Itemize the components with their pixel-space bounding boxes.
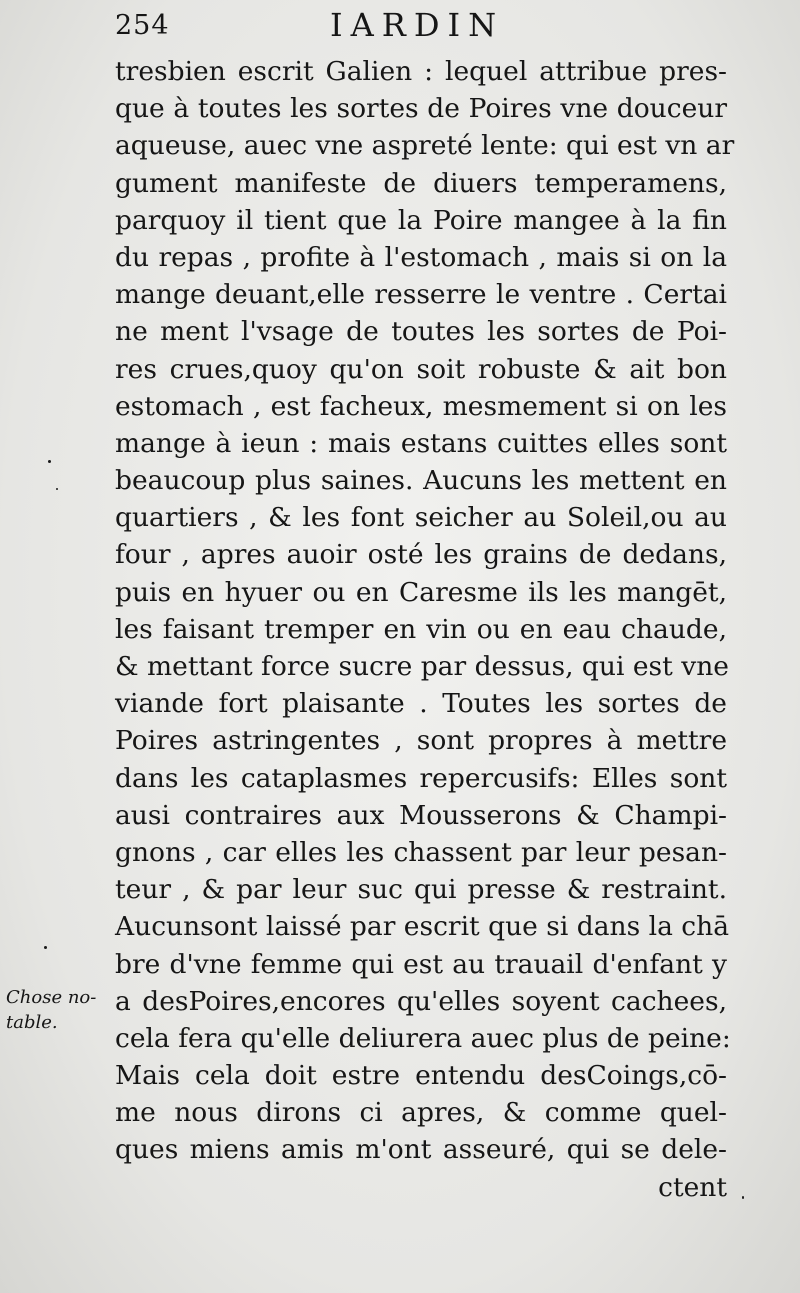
- text-line: a desPoires,encores qu'elles soyent cachees,: [115, 985, 727, 1017]
- show-through-text: [30, 440, 120, 570]
- text-line: bre d'vne femme qui est au trauail d'enfant y: [115, 948, 727, 980]
- text-line: ques miens amis m'ont asseuré, qui se dele-: [115, 1134, 727, 1166]
- text-line: beaucoup plus saines. Aucuns les mettent en: [115, 465, 727, 497]
- catchword: ctent: [658, 1171, 727, 1203]
- text-line: les faisant tremper en vin ou en eau chaude,: [115, 613, 727, 645]
- text-line: teur , & par leur suc qui presse & restraint.: [115, 874, 727, 906]
- text-line: ne ment l'vsage de toutes les sortes de Poi-: [115, 316, 727, 348]
- marginal-note-line: Chose no-: [6, 987, 97, 1008]
- text-line: cela fera qu'elle deliurera auec plus de peine:: [115, 1022, 731, 1054]
- marginal-note: [6, 985, 116, 1035]
- text-line: aqueuse, auec vne aspreté lente: qui est vn ar: [115, 130, 735, 162]
- text-line: quartiers , & les font seicher au Soleil,ou au: [115, 502, 727, 534]
- text-line: gument manifeste de diuers temperamens,: [115, 167, 727, 199]
- text-line: & mettant force sucre par dessus, qui est vne: [115, 651, 729, 682]
- text-line: du repas , profite à l'estomach , mais si on la: [115, 241, 727, 273]
- text-line: Mais cela doit estre entendu desCoings,cō-: [115, 1060, 727, 1092]
- ink-speck: [44, 946, 47, 949]
- text-line: puis en hyuer ou en Caresme ils les mangēt,: [115, 576, 727, 608]
- body-text: [115, 53, 735, 1206]
- text-line: four , apres auoir osté les grains de dedans,: [115, 539, 727, 571]
- text-line: Poires astringentes , sont propres à mettre: [115, 725, 727, 757]
- ink-speck: [742, 1196, 744, 1199]
- text-line: me nous dirons ci apres, & comme quel-: [115, 1097, 727, 1129]
- text-line: Aucunsont laissé par escrit que si dans la chā: [115, 911, 730, 943]
- text-line: res crues,quoy qu'on soit robuste & ait bon: [115, 353, 727, 385]
- running-head: IARDIN: [330, 6, 505, 44]
- marginal-note-line: table.: [6, 1012, 58, 1033]
- text-line: estomach , est facheux, mesmement si on les: [115, 390, 727, 422]
- text-line: que à toutes les sortes de Poires vne douceur: [115, 93, 727, 125]
- ink-speck: [48, 460, 51, 463]
- text-line: gnons , car elles les chassent par leur pesan-: [115, 836, 727, 868]
- text-line: parquoy il tient que la Poire mangee à la fin: [115, 204, 727, 236]
- page-number: 254: [115, 10, 170, 41]
- ink-speck: [56, 488, 58, 490]
- text-line: viande fort plaisante . Toutes les sortes de: [115, 688, 727, 720]
- text-line: ausi contraires aux Mousserons & Champi-: [115, 799, 727, 831]
- text-line: dans les cataplasmes repercusifs: Elles sont: [115, 762, 727, 794]
- page-header: [115, 6, 715, 46]
- text-line: mange deuant,elle resserre le ventre . Certai: [115, 279, 727, 311]
- text-line: tresbien escrit Galien : lequel attribue pres-: [115, 56, 727, 87]
- text-line: mange à ieun : mais estans cuittes elles sont: [115, 427, 727, 459]
